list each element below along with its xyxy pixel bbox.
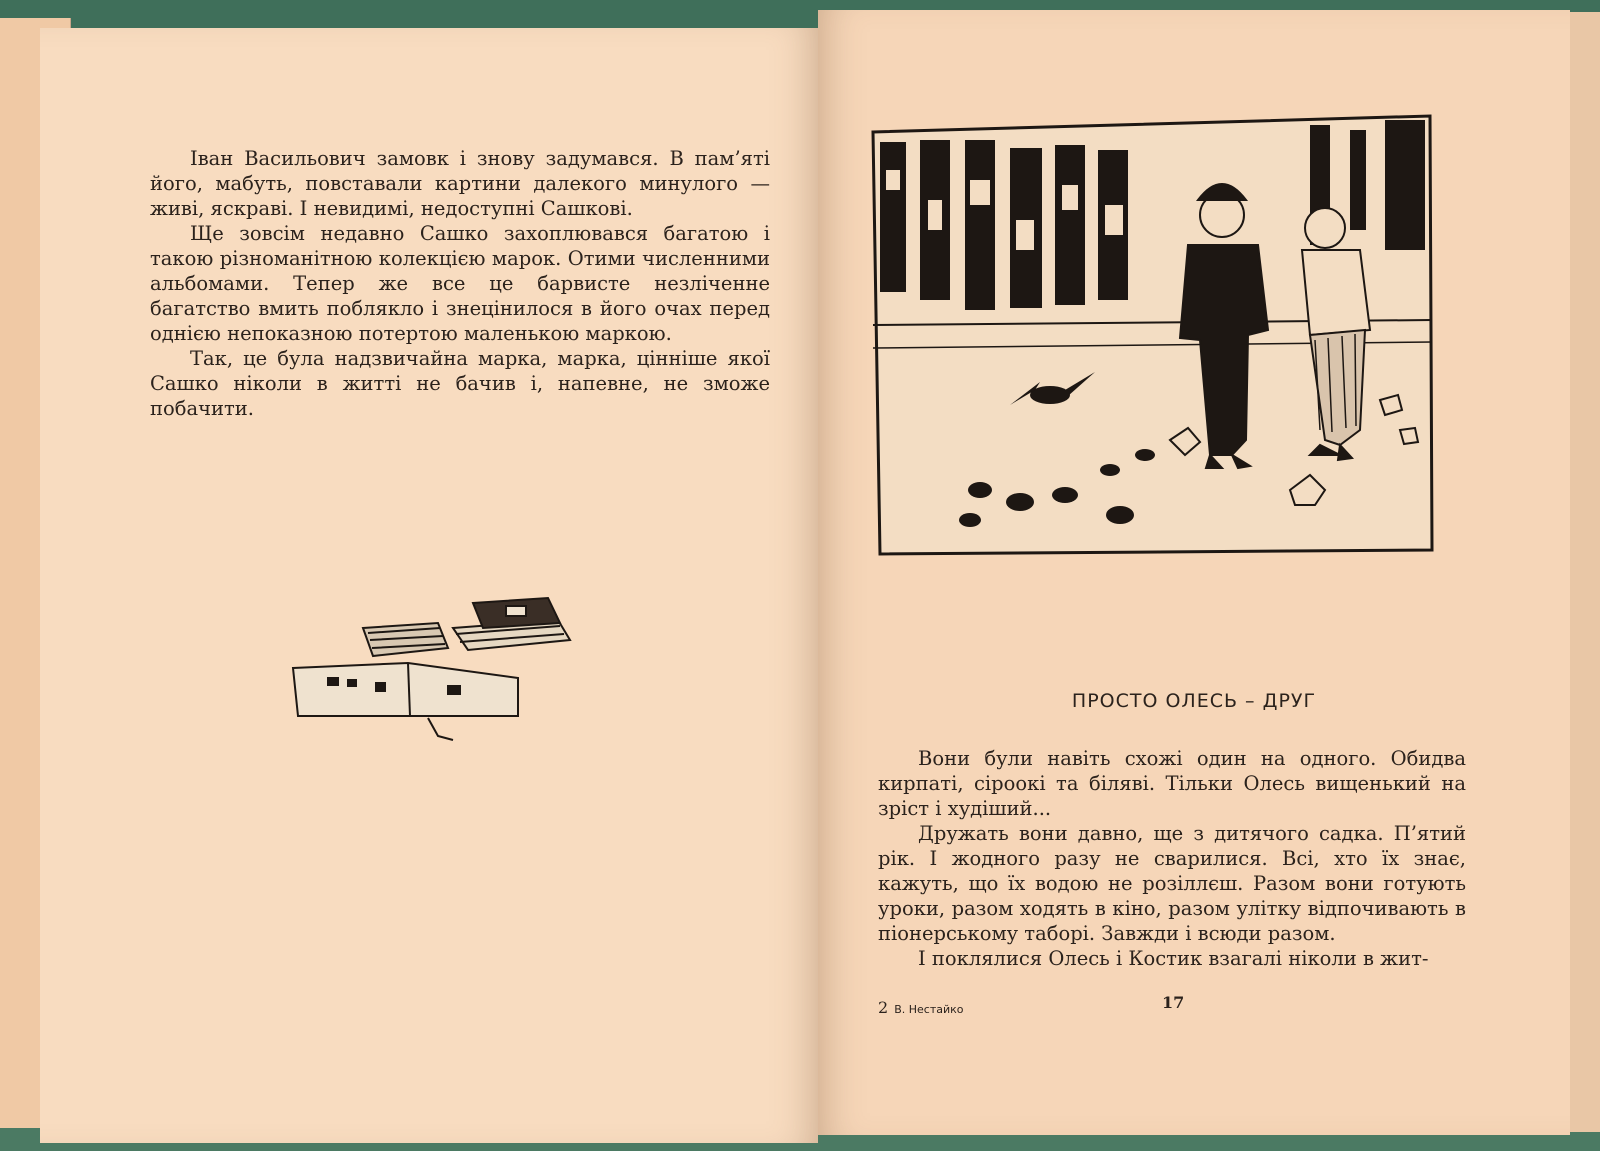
paragraph: Ще зовсім недавно Сашко захоплювався багатою і такою різноманітною колекцією марок. Отими численними альбомами. Тепер же все це барвисте незліченне багатство вмить поблякло і знецінилося в його очах перед однією непоказною потертою маленькою маркою.	[150, 222, 770, 345]
left-page	[40, 28, 818, 1143]
paragraph: І поклялися Олесь і Костик взагалі ніколи в жит-	[918, 947, 1429, 970]
left-page-text	[150, 146, 770, 421]
right-page-text	[878, 746, 1466, 971]
paragraph: Вони були навіть схожі один на одного. Обидва кирпаті, сіроокі та біляві. Тільки Олесь вищенький на зріст і худіший...	[878, 747, 1466, 820]
signature-author: В. Нестайко	[894, 1003, 964, 1016]
signature-number: 2	[878, 998, 889, 1017]
stamp-albums-illustration	[288, 568, 618, 748]
paragraph: Іван Васильович замовк і знову задумався. В пам’яті його, мабуть, повставали картини далекого минулого — живі, яскраві. І невидимі, недоступні Сашкові.	[150, 147, 770, 220]
paragraph: Дружать вони давно, ще з дитячого садка. П’ятий рік. І жодного разу не сварилися. Всі, хто їх знає, кажуть, що їх водою не розіллєш. Разом вони готують уроки, разом ходять в кіно, разом улітку відпочивають в піонерському таборі. Завжди і всюди разом.	[878, 822, 1466, 945]
page-number: 17	[1162, 993, 1185, 1012]
signature-mark	[878, 998, 964, 1017]
chapter-title: ПРОСТО ОЛЕСЬ – ДРУГ	[1071, 690, 1317, 712]
boys-and-pigeons-illustration	[870, 110, 1436, 558]
page-edge	[1570, 12, 1600, 1132]
right-page	[818, 10, 1570, 1135]
paragraph: Так, це була надзвичайна марка, марка, цінніше якої Сашко ніколи в житті не бачив і, напевне, не зможе побачити.	[150, 347, 770, 420]
